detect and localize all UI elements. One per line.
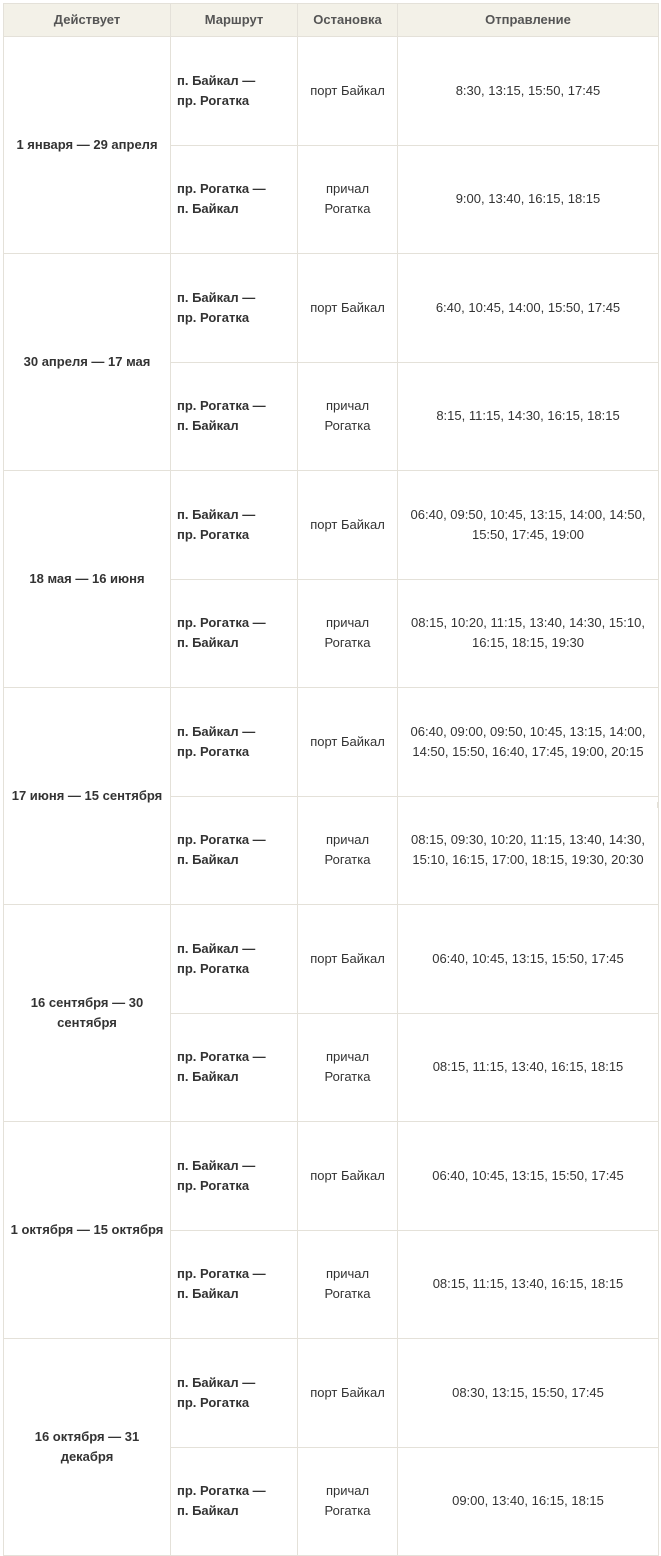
header-stop: Остановка — [298, 4, 398, 37]
text-line: 06:40, 09:50, 10:45, 13:15, 14:00, 14:50, — [410, 506, 646, 522]
text-line: порт Байкал — [310, 733, 385, 749]
text-line: п. Байкал — — [177, 506, 256, 522]
text-line: п. Байкал — — [177, 289, 256, 305]
ferry-schedule-table — [3, 3, 659, 1556]
table-row — [4, 905, 659, 1014]
text-line: причал — [325, 1049, 370, 1065]
text-line: 14:50, 15:50, 16:40, 17:45, 19:00, 20:15 — [412, 743, 644, 759]
table-row — [4, 254, 659, 363]
text-line: п. Байкал — — [177, 1374, 256, 1390]
header-row — [4, 4, 659, 37]
text-line: п. Байкал — — [177, 723, 256, 739]
text-line: пр. Рогатка — — [177, 181, 266, 197]
period-cell: 16 октября — 31 декабря — [4, 1339, 171, 1556]
text-line: п. Байкал — [177, 635, 239, 651]
stop-cell — [298, 905, 398, 1014]
departure-times-cell — [398, 796, 659, 905]
text-line: 08:15, 09:30, 10:20, 11:15, 13:40, 14:30, — [411, 832, 645, 848]
text-line: 06:40, 10:45, 13:15, 15:50, 17:45 — [432, 950, 624, 966]
period-cell: 30 апреля — 17 мая — [4, 254, 171, 471]
stop-cell — [298, 254, 398, 363]
text-line: 06:40, 09:00, 09:50, 10:45, 13:15, 14:00, — [410, 723, 646, 739]
text-line: пр. Рогатка — — [177, 1483, 266, 1499]
departure-times-cell — [398, 37, 659, 146]
stop-cell — [298, 1230, 398, 1339]
text-line: пр. Рогатка — — [177, 1049, 266, 1065]
text-line: 6:40, 10:45, 14:00, 15:50, 17:45 — [435, 299, 621, 315]
text-line: 16:15, 18:15, 19:30 — [471, 635, 585, 651]
text-line: Рогатка — [324, 1069, 371, 1085]
text-line: 15:50, 17:45, 19:00 — [471, 526, 585, 542]
route-cell — [171, 471, 298, 580]
text-line: порт Байкал — [310, 82, 385, 98]
text-line: причал — [325, 615, 370, 631]
table-body — [4, 37, 659, 1556]
text-line: пр. Рогатка — — [177, 832, 266, 848]
text-line: пр. Рогатка — [177, 743, 250, 759]
table-continuation — [3, 802, 658, 808]
stop-cell — [298, 579, 398, 688]
departure-times-cell — [398, 145, 659, 254]
text-line: п. Байкал — [177, 201, 239, 217]
text-line: Рогатка — [324, 418, 371, 434]
route-cell — [171, 1230, 298, 1339]
text-line: пр. Рогатка — [177, 526, 250, 542]
stop-cell — [298, 1339, 398, 1448]
text-line: 15:10, 16:15, 17:00, 18:15, 19:30, 20:30 — [412, 852, 644, 868]
text-line: п. Байкал — [177, 1286, 239, 1302]
header-departure: Отправление — [398, 4, 659, 37]
stop-cell — [298, 145, 398, 254]
route-cell — [171, 1122, 298, 1231]
table-row — [4, 1339, 659, 1448]
departure-times-cell — [398, 579, 659, 688]
departure-times-cell — [398, 471, 659, 580]
text-line: 8:15, 11:15, 14:30, 16:15, 18:15 — [436, 408, 620, 424]
route-cell — [171, 1013, 298, 1122]
header-period: Действует — [4, 4, 171, 37]
stop-cell — [298, 37, 398, 146]
text-line: порт Байкал — [310, 299, 385, 315]
period-cell: 18 мая — 16 июня — [4, 471, 171, 688]
text-line: пр. Рогатка — — [177, 1266, 266, 1282]
route-cell — [171, 362, 298, 471]
period-cell: 1 октября — 15 октября — [4, 1122, 171, 1339]
departure-times-cell — [398, 254, 659, 363]
table-row — [4, 1122, 659, 1231]
departure-times-cell — [398, 1013, 659, 1122]
text-line: Рогатка — [324, 1503, 371, 1519]
stop-cell — [298, 471, 398, 580]
text-line: порт Байкал — [310, 516, 385, 532]
text-line: 08:15, 10:20, 11:15, 13:40, 14:30, 15:10, — [411, 615, 645, 631]
text-line: причал — [325, 1483, 370, 1499]
departure-times-cell — [398, 1122, 659, 1231]
route-cell — [171, 905, 298, 1014]
route-cell — [171, 796, 298, 905]
text-line: пр. Рогатка — [177, 1394, 250, 1410]
departure-times-cell — [398, 362, 659, 471]
text-line: 06:40, 10:45, 13:15, 15:50, 17:45 — [432, 1167, 624, 1183]
text-line: п. Байкал — [177, 1069, 239, 1085]
stop-cell — [298, 796, 398, 905]
route-cell — [171, 37, 298, 146]
text-line: 09:00, 13:40, 16:15, 18:15 — [452, 1493, 604, 1509]
text-line: 08:30, 13:15, 15:50, 17:45 — [452, 1384, 604, 1400]
route-cell — [171, 579, 298, 688]
text-line: п. Байкал — [177, 1503, 239, 1519]
text-line: п. Байкал — [177, 418, 239, 434]
text-line: пр. Рогатка — [177, 1177, 250, 1193]
text-line: п. Байкал — — [177, 72, 256, 88]
text-line: причал — [325, 832, 370, 848]
text-line: 9:00, 13:40, 16:15, 18:15 — [455, 191, 601, 207]
text-line: п. Байкал — — [177, 1157, 256, 1173]
table-row — [4, 688, 659, 797]
text-line: пр. Рогатка — — [177, 398, 266, 414]
departure-times-cell — [398, 1230, 659, 1339]
text-line: 08:15, 11:15, 13:40, 16:15, 18:15 — [432, 1276, 624, 1292]
route-cell — [171, 254, 298, 363]
departure-times-cell — [398, 905, 659, 1014]
stop-cell — [298, 688, 398, 797]
text-line: Рогатка — [324, 201, 371, 217]
text-line: причал — [325, 1266, 370, 1282]
table-header — [4, 4, 659, 37]
text-line: Рогатка — [324, 1286, 371, 1302]
departure-times-cell — [398, 1447, 659, 1556]
text-line: порт Байкал — [310, 1384, 385, 1400]
stop-cell — [298, 1447, 398, 1556]
text-line: порт Байкал — [310, 950, 385, 966]
text-line: Рогатка — [324, 635, 371, 651]
table-row — [4, 471, 659, 580]
route-cell — [171, 1447, 298, 1556]
departure-times-cell — [398, 688, 659, 797]
text-line: пр. Рогатка — — [177, 615, 266, 631]
period-cell: 16 сентября — 30 сентября — [4, 905, 171, 1122]
header-route: Маршрут — [171, 4, 298, 37]
text-line: пр. Рогатка — [177, 960, 250, 976]
route-cell — [171, 1339, 298, 1448]
stop-cell — [298, 1122, 398, 1231]
stop-cell — [298, 1013, 398, 1122]
text-line: п. Байкал — [177, 852, 239, 868]
route-cell — [171, 145, 298, 254]
period-cell: 1 января — 29 апреля — [4, 37, 171, 254]
text-line: 8:30, 13:15, 15:50, 17:45 — [455, 82, 601, 98]
period-cell: 17 июня — 15 сентября — [4, 688, 171, 905]
text-line: пр. Рогатка — [177, 92, 250, 108]
route-cell — [171, 688, 298, 797]
departure-times-cell — [398, 1339, 659, 1448]
text-line: Рогатка — [324, 852, 371, 868]
text-line: причал — [325, 398, 370, 414]
text-line: порт Байкал — [310, 1167, 385, 1183]
text-line: пр. Рогатка — [177, 309, 250, 325]
text-line: 08:15, 11:15, 13:40, 16:15, 18:15 — [432, 1059, 624, 1075]
table-row — [4, 37, 659, 146]
text-line: п. Байкал — — [177, 940, 256, 956]
stop-cell — [298, 362, 398, 471]
text-line: причал — [325, 181, 370, 197]
